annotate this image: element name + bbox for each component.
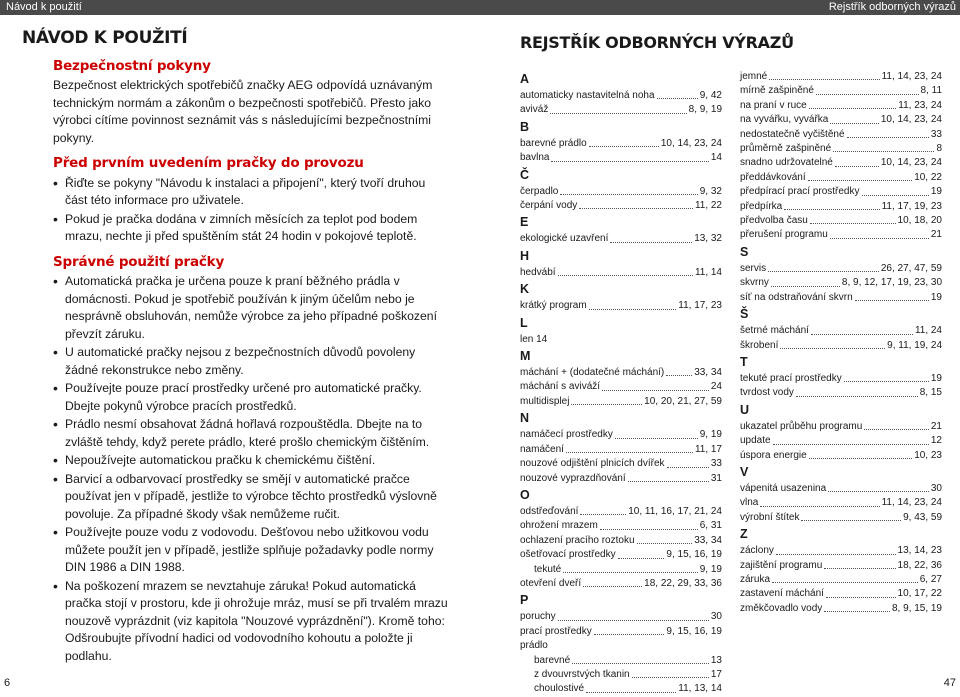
index-pages: 6, 27	[919, 573, 942, 585]
index-letter: Š	[740, 307, 749, 322]
index-term: zajištění programu	[740, 559, 823, 571]
index-pages: 8, 9, 15, 19	[891, 602, 942, 614]
index-term: tekuté	[534, 563, 562, 575]
index-pages: 10, 20, 21, 27, 59	[644, 395, 722, 407]
index-pages: 33, 34	[694, 534, 722, 546]
dot-leader	[773, 434, 929, 444]
index-pages: 8, 15	[919, 387, 942, 399]
index-entry	[740, 511, 942, 525]
index-entry	[740, 386, 942, 400]
index-term: barevné	[534, 654, 571, 666]
index-term: síť na odstraňování skvrn	[740, 291, 853, 303]
dot-leader	[580, 505, 626, 515]
section-heading: Před prvním uvedením pračky do provozu	[53, 155, 364, 171]
dot-leader	[810, 214, 896, 224]
dot-leader	[550, 103, 686, 113]
index-term: změkčovadlo vody	[740, 602, 823, 614]
index-letter: L	[520, 315, 528, 330]
index-letter: N	[520, 411, 530, 426]
index-term: čerpání vody	[520, 200, 578, 212]
index-letter: E	[520, 215, 529, 230]
index-pages: 11, 14, 23, 24	[881, 71, 942, 82]
bullet-list	[53, 175, 450, 246]
index-entry	[740, 156, 942, 170]
bullet-item: • Řiďte se pokyny "Návodu k instalaci a připojení", který tvoří druhou část této informace pro uživatele.	[53, 175, 450, 210]
index-entry	[740, 449, 942, 463]
index-entry	[740, 99, 942, 113]
index-pages: 11, 13, 14	[678, 683, 722, 695]
index-column-2	[740, 70, 942, 616]
index-pages: 11, 17	[694, 443, 722, 455]
header-left: Návod k použití	[6, 1, 82, 13]
dot-leader	[558, 266, 693, 276]
dot-leader	[830, 113, 878, 123]
dot-leader	[628, 472, 709, 482]
dot-leader	[864, 420, 929, 430]
index-entry	[520, 333, 722, 347]
index-pages: 10, 14, 23, 24	[880, 157, 942, 169]
index-term: nouzové odjištění plnicích dvířek	[520, 458, 665, 470]
dot-leader	[772, 573, 918, 583]
index-term: namáčecí prostředky	[520, 429, 613, 441]
dot-leader	[637, 534, 693, 544]
index-term: výrobní štítek	[740, 511, 800, 523]
index-entry	[520, 639, 722, 653]
bullet-list	[53, 273, 450, 665]
index-pages: 11, 14, 23, 24	[881, 497, 942, 509]
index-pages: 10, 17, 22	[897, 588, 942, 600]
index-term: máchání s aviváží	[520, 381, 601, 393]
index-pages: 17	[710, 668, 722, 680]
index-term: barevné prádlo	[520, 137, 587, 149]
index-term: ekologické uzavření	[520, 233, 609, 245]
index-pages: 10, 11, 16, 17, 21, 24	[628, 505, 722, 517]
dot-leader	[594, 625, 665, 635]
dot-leader	[784, 200, 879, 210]
index-letter: Z	[740, 527, 748, 542]
dot-leader	[844, 372, 929, 382]
index-entry	[740, 142, 942, 156]
index-entry	[740, 214, 942, 228]
index-term: záclony	[740, 545, 774, 557]
running-header	[0, 0, 960, 15]
index-pages: 11, 23, 24	[898, 99, 942, 111]
dot-leader	[558, 610, 709, 620]
dot-leader	[771, 276, 840, 286]
index-entry	[740, 324, 942, 338]
dot-leader	[571, 395, 642, 405]
page-number-left: 6	[4, 677, 11, 689]
index-pages: 13	[710, 654, 722, 666]
bullet-item: • Pokud je pračka dodána v zimních měsících za teplot pod bodem mrazu, nechte ji před spuštěním stát 24 hodin v pokojové teplotě.	[53, 211, 450, 246]
index-entry	[740, 128, 942, 142]
index-letter: Č	[520, 167, 530, 182]
index-term: mírně zašpiněné	[740, 85, 814, 97]
index-term: snadno udržovatelné	[740, 157, 833, 169]
index-entry	[520, 519, 722, 533]
index-entry	[520, 89, 722, 103]
bullet-item: • U automatické pračky nejsou z bezpečnostních důvodů povoleny žádné rekonstrukce nebo změny.	[53, 344, 450, 379]
index-entry	[740, 420, 942, 434]
header-right: Rejstřík odborných výrazů	[828, 1, 956, 13]
index-term: vápenitá usazenina	[740, 482, 827, 494]
index-entry	[740, 496, 942, 510]
index-entry	[520, 232, 722, 246]
index-term: len 14	[520, 333, 548, 345]
index-pages: 8, 11	[920, 85, 942, 97]
index-letter: A	[520, 72, 530, 86]
index-term: předpírací prací prostředky	[740, 186, 860, 198]
index-term: tvrdost vody	[740, 387, 794, 399]
index-entry	[740, 276, 942, 290]
index-pages: 8	[936, 143, 942, 155]
index-entry	[740, 84, 942, 98]
index-letter: T	[740, 354, 748, 369]
index-pages: 33	[710, 458, 722, 470]
dot-leader	[583, 577, 642, 587]
bullet-item: • Prádlo nesmí obsahovat žádná hořlavá rozpouštědla. Dbejte na to zvláště tehdy, když perete prádlo, které prošlo chemickým čištěním.	[53, 416, 450, 451]
index-term: průměrně zašpiněné	[740, 143, 832, 155]
index-term: servis	[740, 262, 767, 274]
index-term: poruchy	[520, 611, 556, 623]
index-entry	[520, 380, 722, 394]
bullet-item: • Automatická pračka je určena pouze k praní běžného prádla v domácnosti. Pokud je spotřebič používán k jiným účelům nebo je nesprávně obsluhován, nemůže výrobce za jeho případné poškození převzít záruku.	[53, 273, 450, 343]
index-pages: 9, 11, 19, 24	[887, 339, 942, 351]
manual-column	[22, 28, 450, 673]
index-term: update	[740, 435, 771, 447]
index-entry	[520, 563, 722, 577]
dot-leader	[809, 99, 897, 109]
index-entry	[740, 200, 942, 214]
dot-leader	[760, 496, 879, 506]
index-term: předpírka	[740, 200, 783, 212]
dot-leader	[835, 156, 879, 166]
index-entry	[520, 185, 722, 199]
index-term: přerušení programu	[740, 229, 828, 241]
dot-leader	[589, 299, 677, 309]
index-pages: 9, 43, 59	[903, 511, 942, 523]
dot-leader	[816, 84, 919, 94]
index-pages: 11, 17, 19, 23	[881, 200, 942, 212]
index-term: zastavení máchání	[740, 588, 824, 600]
index-entry	[520, 266, 722, 280]
dot-leader	[808, 171, 913, 181]
index-pages: 6, 31	[699, 520, 722, 532]
index-pages: 10, 14, 23, 24	[660, 137, 722, 149]
index-term: automaticky nastavitelná noha	[520, 90, 655, 101]
index-entry	[520, 457, 722, 471]
bullet-item: • Používejte pouze prací prostředky určené pro automatické pračky. Dbejte pokynů výrobce pracích prostředků.	[53, 380, 450, 415]
index-entry	[740, 262, 942, 276]
dot-leader	[780, 339, 885, 349]
index-entry	[740, 602, 942, 616]
index-term: namáčení	[520, 443, 564, 455]
index-entry	[740, 171, 942, 185]
index-letter: S	[740, 244, 749, 259]
index-term: ošetřovací prostředky	[520, 549, 616, 561]
index-column-1	[520, 70, 722, 697]
index-pages: 18, 22, 36	[897, 559, 942, 571]
index-entry	[740, 70, 942, 84]
index-pages: 30	[710, 611, 722, 623]
page-number-right: 47	[943, 677, 956, 689]
dot-leader	[796, 386, 918, 396]
index-entry	[520, 577, 722, 591]
index-term: jemné	[740, 71, 768, 82]
index-pages: 11, 24	[914, 325, 942, 337]
section-heading: Bezpečnostní pokyny	[53, 57, 211, 74]
index-pages: 12	[930, 435, 942, 447]
index-pages: 11, 14	[694, 266, 722, 278]
index-term: odstřeďování	[520, 505, 579, 517]
index-pages: 9, 32	[699, 185, 722, 197]
dot-leader	[602, 380, 709, 390]
index-pages: 14	[710, 152, 722, 164]
bullet-item: • Nepoužívejte automatickou pračku k chemickému čištění.	[53, 452, 450, 470]
index-term: prádlo	[520, 640, 548, 652]
index-term: na vyvářku, vyvářka	[740, 114, 829, 126]
index-entry	[740, 573, 942, 587]
index-pages: 11, 22	[694, 200, 722, 212]
dot-leader	[833, 142, 934, 152]
index-term: ohrožení mrazem	[520, 520, 598, 532]
index-entry	[520, 366, 722, 380]
dot-leader	[551, 151, 708, 161]
dot-leader	[667, 457, 709, 467]
index-entry	[520, 428, 722, 442]
index-pages: 9, 19	[699, 563, 722, 575]
index-pages: 10, 22	[914, 171, 942, 183]
index-entry	[740, 228, 942, 242]
dot-leader	[855, 291, 929, 301]
index-entry	[520, 472, 722, 486]
index-term: škrobení	[740, 339, 779, 351]
index-term: bavlna	[520, 152, 550, 164]
index-pages: 26, 27, 47, 59	[880, 262, 942, 274]
index-letter: H	[520, 248, 530, 263]
index-pages: 33, 34	[694, 367, 722, 379]
index-entry	[520, 625, 722, 639]
index-pages: 19	[930, 186, 942, 198]
index-term: otevření dveří	[520, 577, 582, 589]
index-entry	[520, 682, 722, 696]
index-entry	[740, 185, 942, 199]
dot-leader	[610, 232, 692, 242]
index-letter: K	[520, 282, 530, 297]
index-pages: 8, 9, 19	[688, 104, 722, 116]
dot-leader	[768, 262, 879, 272]
index-letter: U	[740, 402, 750, 417]
bullet-item: • Používejte pouze vodu z vodovodu. Dešťovou nebo užitkovou vodu můžete použít jen v případě, jestliže splňuje požadavky podle normy DIN 1986 a DIN 1988.	[53, 524, 450, 577]
safety-sections	[38, 58, 450, 666]
index-entry	[740, 339, 942, 353]
index-entry	[740, 372, 942, 386]
index-entry	[740, 482, 942, 496]
index-entry	[520, 395, 722, 409]
index-term: předvolba času	[740, 215, 808, 227]
dot-leader	[824, 559, 895, 569]
dot-leader	[809, 449, 912, 459]
dot-leader	[847, 128, 929, 138]
index-entry	[740, 559, 942, 573]
index-term: čerpadlo	[520, 185, 559, 197]
dot-leader	[776, 544, 896, 554]
index-term: krátký program	[520, 300, 587, 312]
index-term: předdávkování	[740, 171, 806, 183]
index-term: aviváž	[520, 104, 549, 116]
dot-leader	[560, 185, 697, 195]
index-term: nouzové vyprazdňování	[520, 472, 626, 484]
index-pages: 21	[930, 420, 942, 432]
index-title: REJSTŘÍK ODBORNÝCH VÝRAZŮ	[520, 33, 794, 52]
dot-leader	[801, 511, 901, 521]
dot-leader	[600, 519, 698, 529]
index-entry	[520, 299, 722, 313]
index-entry	[520, 668, 722, 682]
index-letter: O	[520, 487, 530, 502]
section-paragraph: Bezpečnost elektrických spotřebičů značky AEG odpovídá uznávaným technickým normám a zákonům o bezpečnosti spotřebičů. Přesto jako výrobci cítíme povinnost seznámit vás s následujícími bezpečnostními pokyny.	[53, 78, 433, 145]
index-pages: 19	[930, 291, 942, 303]
index-pages: 10, 23	[914, 449, 942, 461]
index-pages: 13, 32	[694, 233, 722, 245]
dot-leader	[618, 548, 665, 558]
index-entry	[740, 544, 942, 558]
index-term: ukazatel průběhu programu	[740, 420, 863, 432]
index-term: choulostivé	[534, 683, 585, 695]
dot-leader	[826, 587, 896, 597]
index-term: na praní v ruce	[740, 99, 807, 111]
index-pages: 31	[710, 472, 722, 484]
index-pages: 9, 42	[699, 90, 722, 101]
index-term: úspora energie	[740, 449, 807, 461]
index-term: hedvábí	[520, 266, 556, 278]
dot-leader	[589, 137, 659, 147]
index-pages: 33	[930, 128, 942, 140]
index-entry	[740, 587, 942, 601]
dot-leader	[563, 563, 698, 573]
dot-leader	[811, 324, 913, 334]
index-pages: 30	[930, 482, 942, 494]
index-entry	[520, 534, 722, 548]
index-entry	[740, 291, 942, 305]
dot-leader	[579, 199, 693, 209]
index-entry	[520, 137, 722, 151]
section-heading: Správné použití pračky	[53, 253, 225, 270]
index-pages: 11, 17, 23	[678, 300, 722, 312]
bullet-item: • Barvicí a odbarvovací prostředky se smějí v automatické pračce používat jen v případě, jestliže to výrobce těchto prostředků výslovně povoluje. Za případné škody však nemůžeme ručit.	[53, 471, 450, 524]
index-entry	[520, 199, 722, 213]
index-term: záruka	[740, 573, 771, 585]
index-letter: V	[740, 464, 749, 479]
index-letter: P	[520, 593, 529, 608]
index-term: nedostatečně vyčištěné	[740, 128, 845, 140]
index-pages: 9, 19	[699, 429, 722, 441]
index-term: multidisplej	[520, 395, 570, 407]
index-term: tekuté prací prostředky	[740, 372, 842, 384]
dot-leader	[566, 443, 693, 453]
index-letter: M	[520, 349, 531, 364]
index-term: šetrné máchání	[740, 325, 809, 337]
index-pages: 24	[710, 381, 722, 393]
dot-leader	[828, 482, 929, 492]
index-entry	[520, 151, 722, 165]
index-term: ochlazení pracího roztoku	[520, 534, 635, 546]
dot-leader	[666, 366, 692, 376]
dot-leader	[657, 89, 698, 99]
index-term: vlna	[740, 497, 759, 509]
dot-leader	[615, 428, 698, 438]
dot-leader	[586, 682, 676, 692]
index-pages: 13, 14, 23	[897, 545, 942, 557]
index-pages: 10, 14, 23, 24	[880, 114, 942, 126]
bullet-item: • Na poškození mrazem se nevztahuje záruka! Pokud automatická pračka stojí v prostoru, kde ji ohrožuje mráz, musí se při trvalém mrazu nouzově vyprázdnit (viz kapitola "Nouzové vyprázdnění"). Kromě toho: Odšroubujte přívodní hadici od vodovodního kohoutu a položte ji podlahu.	[53, 578, 450, 666]
dot-leader	[572, 654, 709, 664]
index-pages: 21	[930, 229, 942, 241]
index-entry	[520, 505, 722, 519]
index-entry	[520, 654, 722, 668]
index-term: z dvouvrstvých tkanin	[534, 668, 630, 680]
index-entry	[740, 113, 942, 127]
index-letter: B	[520, 119, 530, 134]
index-entry	[520, 443, 722, 457]
index-pages: 10, 18, 20	[897, 215, 942, 227]
dot-leader	[632, 668, 709, 678]
index-term: skvrny	[740, 277, 769, 289]
index-entry	[520, 610, 722, 624]
dot-leader	[830, 228, 929, 238]
index-pages: 18, 22, 29, 33, 36	[644, 577, 722, 589]
dot-leader	[862, 185, 929, 195]
index-pages: 9, 15, 16, 19	[666, 625, 722, 637]
index-term: máchání + (dodatečné máchání)	[520, 367, 665, 379]
dot-leader	[769, 70, 879, 80]
index-entry	[520, 548, 722, 562]
dot-leader	[824, 602, 890, 612]
manual-title: NÁVOD K POUŽITÍ	[22, 28, 188, 48]
index-entry	[520, 103, 722, 117]
index-entry	[740, 434, 942, 448]
index-pages: 9, 15, 16, 19	[666, 549, 722, 561]
index-pages: 19	[930, 372, 942, 384]
index-term: prací prostředky	[520, 625, 592, 637]
index-pages: 8, 9, 12, 17, 19, 23, 30	[841, 277, 942, 289]
